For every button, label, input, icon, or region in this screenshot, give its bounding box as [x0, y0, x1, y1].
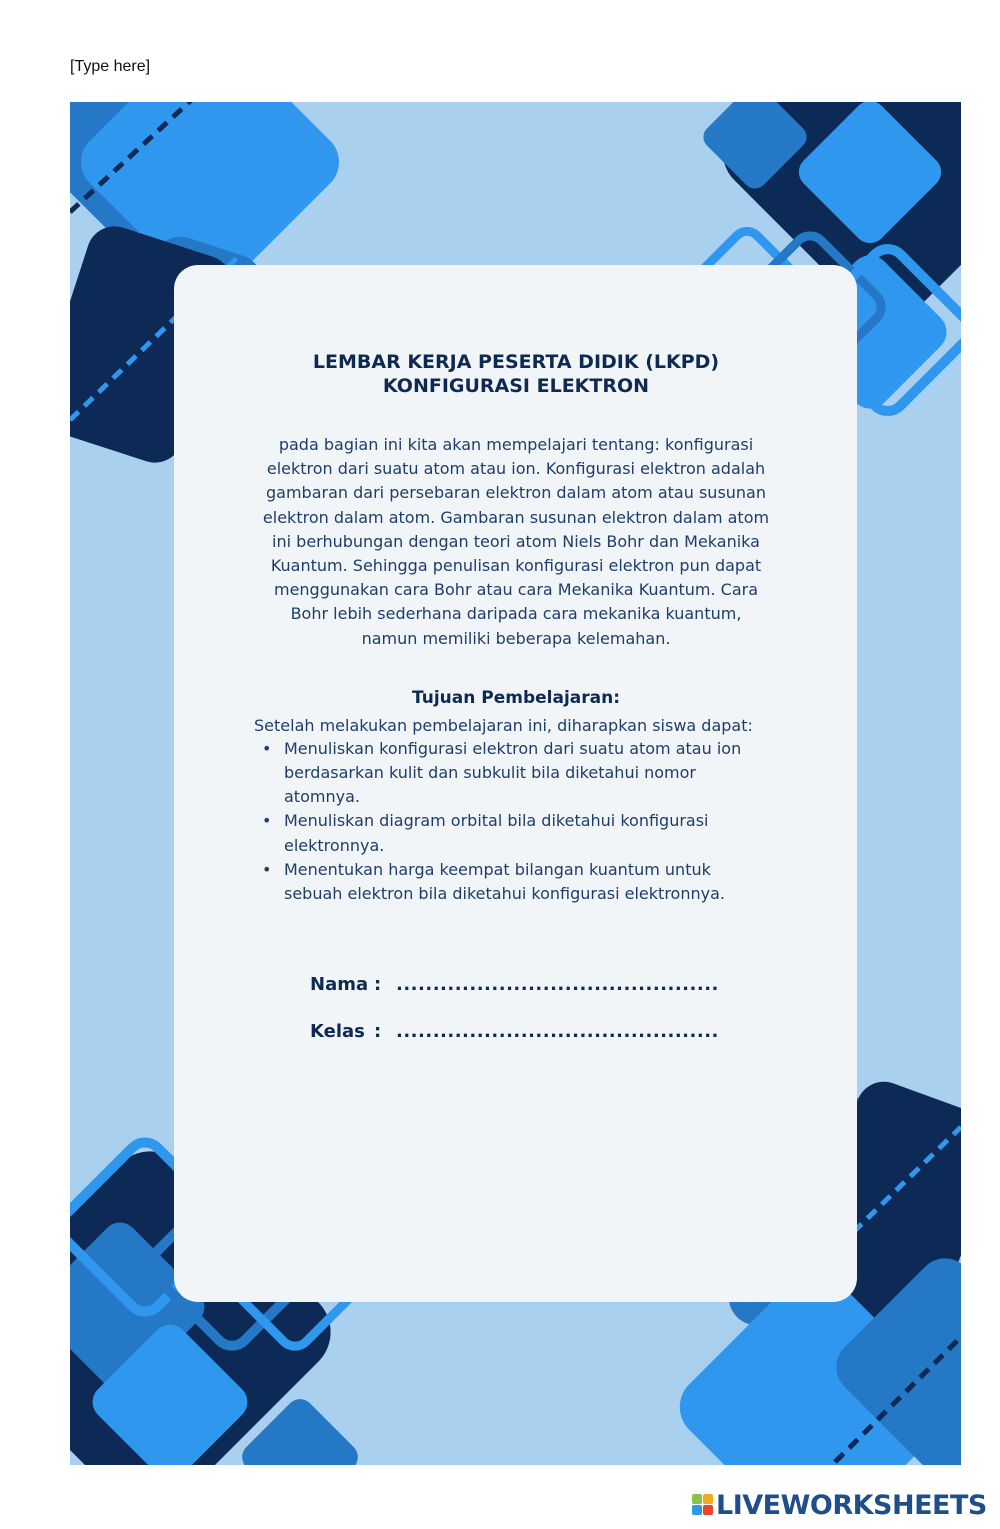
class-label: Kelas [310, 1021, 365, 1042]
goal-item: • Menuliskan konfigurasi elektron dari suatu atom atau ion berdasarkan kulit dan subkulit bila diketahui nomor atomnya. [284, 737, 788, 810]
class-input-line[interactable]: ............................................ [396, 1021, 719, 1042]
class-colon: : [374, 1021, 382, 1042]
goal-item: • Menuliskan diagram orbital bila diketahui konfigurasi elektronnya. [284, 809, 788, 857]
logo-text: LIVEWORKSHEETS [716, 1489, 987, 1521]
goals-heading: Tujuan Pembelajaran: [411, 687, 620, 708]
liveworksheets-logo [692, 1488, 987, 1522]
student-fields [310, 974, 730, 1068]
goal-item: • Menentukan harga keempat bilangan kuantum untuk sebuah elektron bila diketahui konfigurasi elektronnya. [284, 858, 788, 906]
goals-lead: Setelah melakukan pembelajaran ini, diharapkan siswa dapat: [254, 715, 753, 735]
intro-paragraph: pada bagian ini kita akan mempelajari tentang: konfigurasi elektron dari suatu atom atau ion. Konfigurasi elektron adalah gambaran dari persebaran elektron dalam atom atau susunan elektron dalam atom. Gambaran susunan elektron dalam atom ini berhubungan dengan teori atom Niels Bohr dan Mekanika Kuantum. Sehingga penulisan konfigurasi elektron pun dapat menggunakan cara Bohr atau cara Mekanika Kuantum. Cara Bohr lebih sederhana daripada cara mekanika kuantum, namun memiliki beberapa kelemahan. [262, 435, 770, 648]
name-colon: : [374, 974, 382, 995]
worksheet-title [244, 350, 788, 398]
header-placeholder: [Type here] [70, 58, 151, 75]
worksheet-content [244, 350, 788, 906]
title-line-2: KONFIGURASI ELEKTRON [382, 375, 650, 397]
class-field-row [310, 1021, 730, 1068]
goals-list [244, 737, 788, 906]
worksheet-cover [70, 102, 961, 1465]
name-input-line[interactable]: ............................................ [396, 974, 719, 995]
name-field-row [310, 974, 730, 1021]
name-label: Nama [310, 974, 369, 995]
liveworksheets-logo-icon [692, 1494, 714, 1516]
title-line-1: LEMBAR KERJA PESERTA DIDIK (LKPD) [312, 351, 720, 373]
